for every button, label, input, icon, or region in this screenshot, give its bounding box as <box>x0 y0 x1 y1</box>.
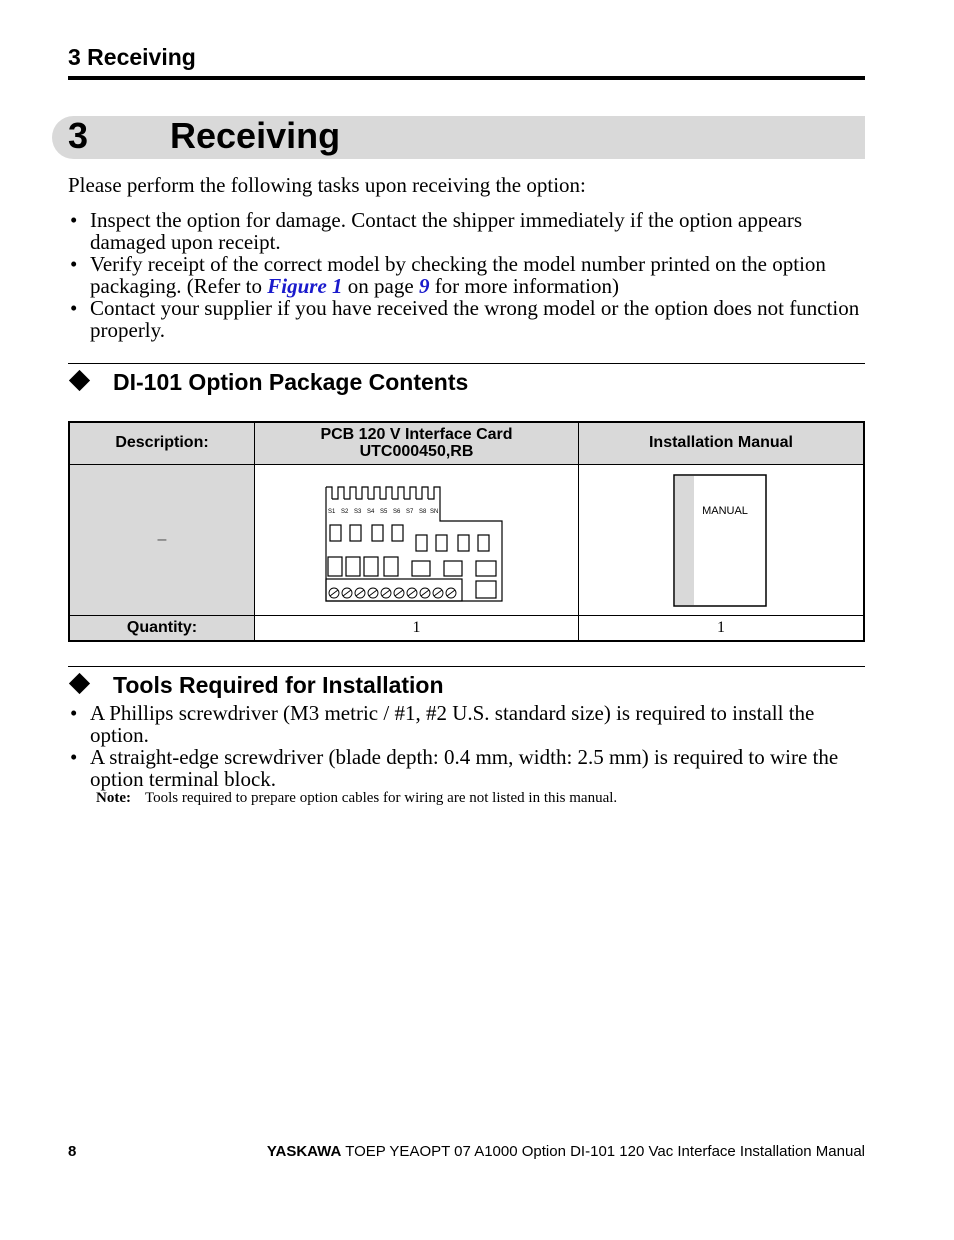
list-item: • Verify receipt of the correct model by checking the model number printed on the option packaging. (Refer to Figure 1 on page 9 for more information) <box>70 252 826 298</box>
terminal-screws <box>329 588 456 598</box>
list-item: • Inspect the option for damage. Contact the shipper immediately if the option appears damaged upon receipt. <box>70 208 803 254</box>
tool-text: A straight-edge screwdriver (blade depth: 0.4 mm, width: 2.5 mm) is required to wire the option terminal block. <box>90 745 839 791</box>
chapter-title: Receiving <box>170 115 341 156</box>
description-header: Description: <box>69 422 255 464</box>
package-section-heading <box>68 369 468 396</box>
chapter-number: 3 <box>68 115 89 156</box>
header-rule <box>68 76 865 80</box>
switch-label: S5 <box>379 508 387 515</box>
task-text: on page <box>342 274 419 298</box>
task-text: Inspect the option for damage. Contact the shipper immediately if the option appears damaged upon receipt. <box>90 208 803 254</box>
pcb-image-cell <box>255 464 579 615</box>
section-title: Tools Required for Installation <box>113 672 444 698</box>
tools-note <box>96 790 617 807</box>
switch-label: S1 <box>327 508 335 515</box>
footer-title-text: TOEP YEAOPT 07 A1000 Option DI-101 120 Vac Interface Installation Manual <box>345 1143 865 1160</box>
list-item: • Contact your supplier if you have received the wrong model or the option does not function properly. <box>70 296 860 342</box>
tools-list <box>68 702 865 790</box>
image-row-label: – <box>69 464 255 615</box>
component-blocks <box>326 525 496 601</box>
section-title: DI-101 Option Package Contents <box>113 369 469 395</box>
pcb-card-illustration <box>322 481 512 605</box>
switch-label: S3 <box>353 508 361 515</box>
section-rule <box>68 666 865 667</box>
switch-label: S6 <box>392 508 400 515</box>
page-number: 8 <box>68 1143 77 1160</box>
package-contents-table <box>68 421 865 642</box>
manual-image-cell <box>579 464 865 615</box>
pcb-header <box>255 422 579 464</box>
tools-section-heading <box>68 672 444 699</box>
receiving-task-list <box>68 209 865 341</box>
page-9-link[interactable]: 9 <box>418 274 430 298</box>
task-text: Verify receipt of the correct model by checking the model number printed on the option packaging. (Refer to <box>90 252 826 298</box>
intro-paragraph: Please perform the following tasks upon receiving the option: <box>68 173 586 197</box>
pcb-model: UTC000450,RB <box>359 443 474 461</box>
quantity-label: Quantity: <box>69 615 255 641</box>
switch-label: S4 <box>366 508 374 515</box>
switch-label: S2 <box>340 508 348 515</box>
footer-doc-title <box>267 1143 865 1160</box>
task-text: Contact your supplier if you have received the wrong model or the option does not function properly. <box>90 296 860 342</box>
quantity-manual: 1 <box>579 615 865 641</box>
quantity-pcb: 1 <box>255 615 579 641</box>
manual-header: Installation Manual <box>579 422 865 464</box>
manual-illustration <box>673 474 769 608</box>
note-text: Tools required to prepare option cables for wiring are not listed in this manual. <box>144 790 618 806</box>
table-row <box>69 464 864 615</box>
manual-spine <box>675 476 694 605</box>
diamond-bullet-icon <box>69 370 90 391</box>
manual-cover-text: MANUAL <box>702 504 748 517</box>
switch-label: S8 <box>418 508 426 515</box>
task-text: for more information) <box>429 274 619 298</box>
footer-brand: YASKAWA <box>266 1143 342 1160</box>
switch-label: SN <box>429 508 438 515</box>
table-row <box>69 422 864 464</box>
list-item: • A Phillips screwdriver (M3 metric / #1, #2 U.S. standard size) is required to install the option. <box>70 701 815 747</box>
running-header: 3 Receiving <box>68 44 196 70</box>
section-rule <box>68 363 865 364</box>
note-label: Note: <box>96 790 131 806</box>
list-item: • A straight-edge screwdriver (blade depth: 0.4 mm, width: 2.5 mm) is required to wire the option terminal block. <box>70 745 839 791</box>
pcb-name: PCB 120 V Interface Card <box>320 426 513 444</box>
switch-label: S7 <box>405 508 413 515</box>
table-row <box>69 615 864 641</box>
figure-1-link[interactable]: Figure 1 <box>267 274 343 298</box>
tool-text: A Phillips screwdriver (M3 metric / #1, #2 U.S. standard size) is required to install the option. <box>90 701 815 747</box>
diamond-bullet-icon <box>69 673 90 694</box>
